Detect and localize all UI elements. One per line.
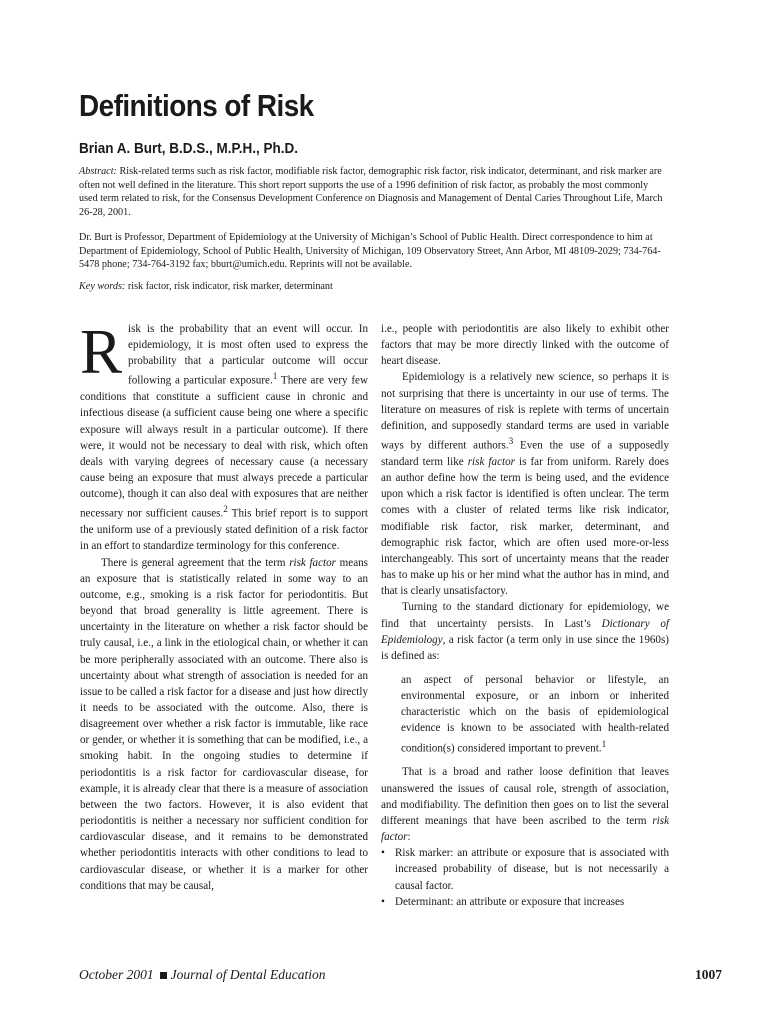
paragraph-dictionary-text-b: , a risk factor (a term only in use since the 1960s) is defined as:: [381, 633, 669, 662]
bullet-icon: •: [381, 895, 385, 908]
term-risk-factor: risk factor: [381, 814, 669, 844]
paragraph-agreement-text-b: means an exposure that is statistically related in some way to an outcome, e.g., smoking is a risk factor for periodontitis. But beyond that broad generality is little agreement. There is uncertainty in the literature on whether a risk factor should be truly causal, i.e., a link in the etiological chain, or whether it can be more peripherally associated with an outcome. There also is uncertainty about what strength of association is needed for an issue to be called a risk factor for a disease and just how directly it needs to be associated with the outcome. Also, there is disagreement over whether a risk factor is immutable, like race or gender, or whether it is something that can be modified, i.e., a smoking habit. In the ongoing studies to determine if periodontitis is a risk factor for cardiovascular disease, for example, it is already clear that there is a measure of association between the two factors. However, it is also evident that periodontitis is neither a necessary nor sufficient condition for cardiovascular disease, and it remains to be demonstrated whether periodontitis interacts with other conditions to lead to cardiovascular disease, or whether it is a marker for other conditions that may be causal,: [80, 556, 368, 892]
keywords-label: Key words:: [79, 281, 126, 292]
list-item: [381, 845, 669, 893]
list-item-text: Determinant: an attribute or exposure that increases: [395, 895, 625, 908]
citation-ref: 2: [223, 505, 228, 516]
body-column-left: [80, 317, 369, 894]
dictionary-title: Dictionary of Epidemiology: [381, 617, 669, 646]
journal-name: Journal of Dental Education: [170, 967, 326, 982]
paragraph-intro: [80, 317, 369, 555]
abstract-label: Abstract:: [79, 166, 117, 177]
paragraph-agreement: [80, 555, 368, 894]
definition-quote: [401, 672, 669, 756]
paragraph-intro-text-b: There are very few conditions that constitute a sufficient cause in chronic and infectious disease (a sufficient cause being one where a specific exposure will always result in a particular outcome). If there were, it would not be necessary to deal with risk, which often deals with varying degrees of necessary cause (a necessary cause being an exposure that must always precede a particular outcome), though it can also deal with exposures that are neither necessary nor sufficient causes.: [80, 375, 368, 521]
body-column-right: [381, 321, 669, 910]
drop-cap: R: [80, 317, 123, 387]
author-affiliation: Dr. Burt is Professor, Department of Epidemiology at the University of Michigan’s School of Public Health. Direct correspondence to him at Department of Epidemiology, School of Public Health, University of Michigan, 109 Observatory Street, Ann Arbor, MI 48109-2029; 734-764-5478 phone; 734-764-3192 fax; bburt@umich.edu. Reprints will not be available.: [79, 232, 661, 270]
article-title: Definitions of Risk: [79, 88, 314, 123]
paragraph-epidemiology-text-b: Even the use of a supposedly standard term like: [381, 439, 669, 468]
page-number: 1007: [695, 967, 722, 982]
paragraph-critique-text-b: :: [407, 831, 411, 844]
paragraph-definition-critique: [381, 764, 669, 845]
paragraph-critique-text-a: That is a broad and rather loose definition that leaves unanswered the issues of causal role, strength of association, and modifiability. The definition then goes on to list the several different meanings that have been ascribed to the term: [381, 766, 669, 827]
definition-quote-text: an aspect of personal behavior or lifestyle, an environmental exposure, or an inborn or inherited characteristic which on the basis of epidemiological evidence is known to be associated with health-related condition(s) considered important to prevent.: [401, 673, 669, 755]
citation-ref: 1: [272, 372, 278, 383]
paragraph-dictionary: [381, 599, 669, 664]
abstract: [79, 165, 667, 219]
square-separator-icon: [160, 972, 167, 979]
paragraph-epidemiology-text-a: Epidemiology is a relatively new science, so perhaps it is not surprising that there is uncertainty in our use of terms. The literature on measures of risk is replete with terms of uncertain definition, and supposedly standard terms are used in variable ways by different authors.: [381, 371, 669, 452]
keywords-text: risk factor, risk indicator, risk marker, determinant: [125, 281, 333, 292]
term-risk-factor: risk factor: [289, 556, 336, 569]
citation-ref: 1: [601, 739, 607, 750]
meaning-list: [381, 845, 669, 910]
term-risk-factor: risk factor: [467, 455, 515, 468]
bullet-icon: •: [381, 847, 385, 860]
citation-ref: 3: [508, 437, 514, 448]
paragraph-dictionary-text-a: Turning to the standard dictionary for epidemiology, we find that uncertainty persists. In Last’s: [381, 601, 669, 630]
paragraph-intro-text-a: isk is the probability that an event will occur. In epidemiology, it is most often used to express the probability that a particular outcome will occur following a particular exposure.: [128, 323, 368, 388]
list-item-text: Risk marker: an attribute or exposure that is associated with increased probability of disease, but is not necessarily a causal factor.: [395, 847, 669, 892]
page-footer: [79, 967, 722, 985]
paragraph-intro-text-c: This brief report is to support the uniform use of a previously stated definition of a risk factor in an effort to standardize terminology for this conference.: [80, 508, 369, 553]
list-item: [381, 894, 669, 910]
paragraph-epidemiology-text-c: is far from uniform. Rarely does an author define how the term is being used, and the evidence upon which a risk factor is identified is often unclear. The term comes with a cluster of related terms like risk indicator, modifiable risk factor, risk marker, determinant, and demographic risk factor, which are often used more-or-less interchangeably. This sort of uncertainty means that the reader has to make up his or her mind what the author has in mind, and that is clearly unsatisfactory.: [381, 455, 669, 598]
paragraph-epidemiology: [381, 369, 669, 599]
footer-citation: [79, 967, 325, 983]
paragraph-agreement-text-a: There is general agreement that the term: [101, 556, 290, 569]
author-line: Brian A. Burt, B.D.S., M.P.H., Ph.D.: [79, 140, 299, 157]
abstract-text: Risk-related terms such as risk factor, modifiable risk factor, demographic risk factor, risk indicator, determinant, and risk marker are often not well defined in the literature. This short report supports the use of a 1996 definition of risk factor, as probably the most commonly used term related to risk, for the Consensus Development Conference on Diagnosis and Management of Dental Caries Throughout Life, March 26-28, 2001.: [79, 166, 663, 218]
keywords: [79, 280, 667, 294]
paragraph-continuation: i.e., people with periodontitis are also likely to exhibit other factors that may be more directly linked with the outcome of heart disease.: [381, 323, 669, 368]
issue-date: October 2001: [79, 967, 154, 982]
